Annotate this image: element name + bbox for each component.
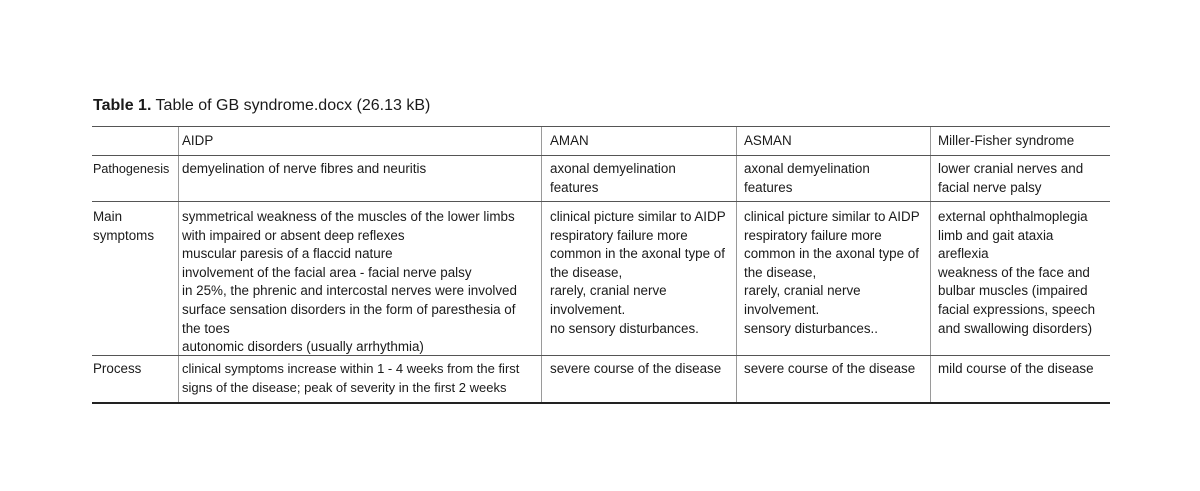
cell-aman <box>550 208 726 338</box>
cell-line: surface sensation disorders in the form of paresthesia of <box>182 301 516 317</box>
header-aman: AMAN <box>550 133 589 148</box>
row-label-line: symptoms <box>93 227 155 243</box>
column-divider <box>736 356 737 402</box>
column-divider <box>930 127 931 155</box>
column-divider <box>541 156 542 201</box>
cell-line: the disease, <box>744 264 817 280</box>
cell-asman <box>744 360 915 379</box>
cell-line: common in the axonal type of <box>550 246 725 262</box>
cell-line: external ophthalmoplegia <box>938 209 1088 224</box>
cell-line: respiratory failure more <box>550 227 688 243</box>
cell-line: involvement. <box>744 301 820 317</box>
column-divider <box>736 202 737 355</box>
cell-line: features <box>550 179 599 195</box>
table-row-process <box>92 356 1110 404</box>
cell-line: and swallowing disorders) <box>938 320 1093 336</box>
data-table <box>92 126 1110 404</box>
column-divider <box>541 127 542 155</box>
cell-line: involvement. <box>550 301 626 317</box>
cell-miller-fisher <box>938 360 1094 379</box>
cell-line: muscular paresis of a flaccid nature <box>182 246 393 262</box>
cell-line: axonal demyelination <box>744 161 870 176</box>
cell-line: rarely, cranial nerve <box>550 283 667 299</box>
cell-line: signs of the disease; peak of severity in the first 2 weeks <box>182 379 507 395</box>
row-label <box>93 160 169 179</box>
cell-line: facial expressions, speech <box>938 301 1096 317</box>
cell-line: severe course of the disease <box>744 361 916 376</box>
table-row-pathogenesis <box>92 156 1110 202</box>
cell-aidp <box>182 360 519 397</box>
column-divider <box>930 356 931 402</box>
row-label <box>93 208 154 245</box>
header-aidp: AIDP <box>182 133 214 148</box>
cell-line: facial nerve palsy <box>938 179 1042 195</box>
cell-line: involvement of the facial area - facial nerve palsy <box>182 264 472 280</box>
table-caption <box>93 96 430 116</box>
row-label <box>93 360 141 379</box>
row-label-line: Process <box>93 361 142 376</box>
column-divider <box>178 127 179 155</box>
cell-line: bulbar muscles (impaired <box>938 283 1088 299</box>
cell-line: no sensory disturbances. <box>550 320 699 336</box>
row-label-line: Pathogenesis <box>93 162 170 176</box>
column-divider <box>541 356 542 402</box>
cell-line: weakness of the face and <box>938 264 1090 280</box>
cell-line: features <box>744 179 793 195</box>
cell-miller-fisher <box>938 160 1083 197</box>
cell-line: common in the axonal type of <box>744 246 919 262</box>
column-divider <box>930 156 931 201</box>
cell-line: clinical symptoms increase within 1 - 4 weeks from the first <box>182 361 520 376</box>
cell-line: severe course of the disease <box>550 361 722 376</box>
cell-line: lower cranial nerves and <box>938 161 1084 176</box>
cell-line: the disease, <box>550 264 623 280</box>
column-divider <box>930 202 931 355</box>
cell-line: with impaired or absent deep reflexes <box>182 227 405 243</box>
cell-line: symmetrical weakness of the muscles of the lower limbs <box>182 209 515 224</box>
column-divider <box>178 356 179 402</box>
column-divider <box>178 202 179 355</box>
cell-asman <box>744 208 920 338</box>
table-header-row <box>92 127 1110 156</box>
cell-line: autonomic disorders (usually arrhythmia) <box>182 339 424 355</box>
cell-line: in 25%, the phrenic and intercostal nerves were involved <box>182 283 517 299</box>
cell-line: clinical picture similar to AIDP <box>744 209 920 224</box>
table-row-main-symptoms <box>92 202 1110 356</box>
cell-line: rarely, cranial nerve <box>744 283 861 299</box>
cell-aidp <box>182 160 426 179</box>
cell-line: sensory disturbances.. <box>744 320 878 336</box>
cell-line: axonal demyelination <box>550 161 676 176</box>
cell-asman <box>744 160 870 197</box>
caption-text: Table of GB syndrome.docx (26.13 kB) <box>151 97 431 114</box>
header-asman: ASMAN <box>744 133 792 148</box>
cell-aman <box>550 360 721 379</box>
column-divider <box>541 202 542 355</box>
cell-aidp <box>182 208 517 357</box>
cell-line: areflexia <box>938 246 989 262</box>
column-divider <box>736 127 737 155</box>
row-label-line: Main <box>93 209 123 224</box>
cell-line: clinical picture similar to AIDP <box>550 209 726 224</box>
caption-label: Table 1. <box>93 97 152 114</box>
cell-line: respiratory failure more <box>744 227 882 243</box>
header-miller-fisher: Miller-Fisher syndrome <box>938 133 1075 148</box>
cell-line: mild course of the disease <box>938 361 1094 376</box>
cell-line: limb and gait ataxia <box>938 227 1054 243</box>
column-divider <box>736 156 737 201</box>
cell-miller-fisher <box>938 208 1095 338</box>
cell-line: demyelination of nerve fibres and neuritis <box>182 161 427 176</box>
cell-aman <box>550 160 676 197</box>
cell-line: the toes <box>182 320 230 336</box>
column-divider <box>178 156 179 201</box>
